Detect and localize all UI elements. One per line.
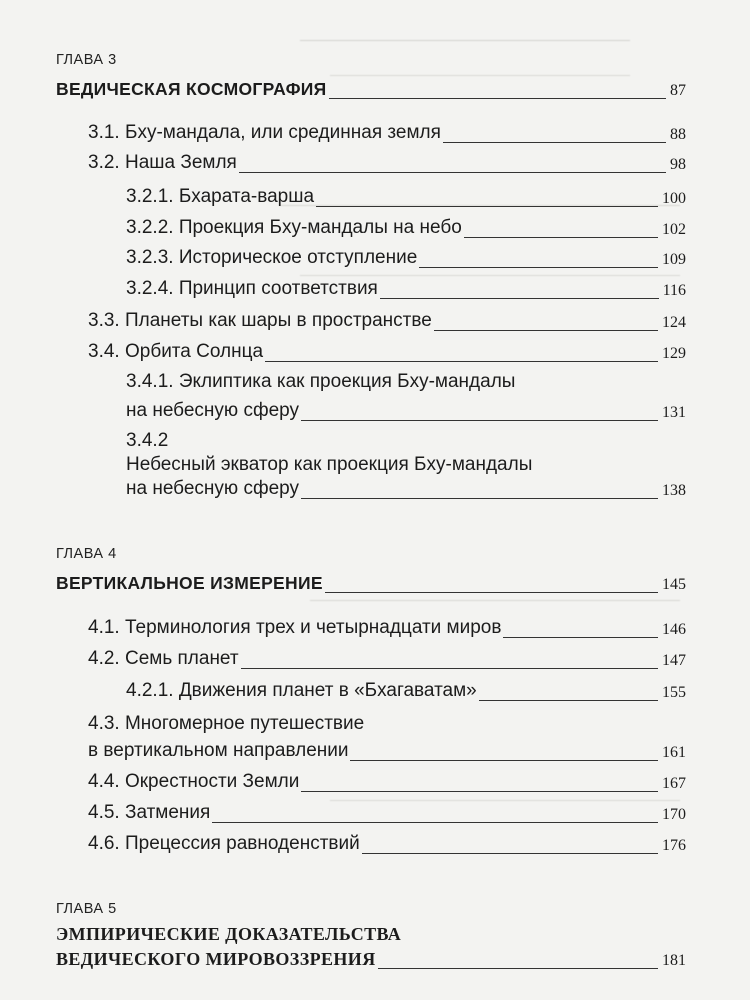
page-number: 176 bbox=[662, 837, 686, 854]
toc-entry[interactable] bbox=[0, 798, 750, 826]
page-number: 146 bbox=[662, 621, 686, 638]
leader-line bbox=[325, 592, 658, 593]
toc-entry[interactable] bbox=[0, 118, 750, 146]
chapter-label: ГЛАВА 4 bbox=[56, 546, 117, 562]
page-number: 88 bbox=[670, 126, 686, 143]
leader-line bbox=[301, 420, 658, 421]
leader-line bbox=[443, 142, 666, 143]
entry-text: на небесную сферу bbox=[126, 478, 299, 499]
page-number: 87 bbox=[670, 82, 686, 99]
toc-entry[interactable] bbox=[0, 676, 750, 704]
leader-line bbox=[316, 206, 658, 207]
page-number: 167 bbox=[662, 775, 686, 792]
leader-line bbox=[362, 853, 658, 854]
entry-text-line: 3.4.1. Эклиптика как проекция Бху-мандалы bbox=[126, 371, 516, 392]
chapter-title-row bbox=[0, 74, 750, 102]
toc-entry[interactable] bbox=[0, 213, 750, 241]
page-number: 124 bbox=[662, 314, 686, 331]
entry-text: в вертикальном направлении bbox=[88, 740, 349, 761]
entry-text: 3.2.3. Историческое отступление bbox=[126, 247, 418, 268]
bleed-through bbox=[300, 40, 630, 41]
chapter-title-line: ЭМПИРИЧЕСКИЕ ДОКАЗАТЕЛЬСТВА bbox=[56, 924, 402, 944]
toc-entry[interactable] bbox=[0, 767, 750, 795]
page-number: 116 bbox=[662, 282, 686, 299]
entry-text: 3.4. Орбита Солнца bbox=[88, 341, 264, 362]
entry-text: 3.2.1. Бхарата-варша bbox=[126, 186, 315, 207]
entry-text: 3.2.4. Принцип соответствия bbox=[126, 278, 378, 299]
toc-entry[interactable] bbox=[0, 396, 750, 424]
entry-text: 4.4. Окрестности Земли bbox=[88, 771, 300, 792]
page-number: 155 bbox=[662, 684, 686, 701]
toc-entry[interactable] bbox=[0, 644, 750, 672]
leader-line bbox=[265, 361, 658, 362]
page-number: 145 bbox=[662, 576, 686, 593]
leader-line bbox=[350, 760, 658, 761]
toc-entry[interactable] bbox=[0, 474, 750, 502]
entry-text: 4.2. Семь планет bbox=[88, 648, 239, 669]
entry-text-line: Небесный экватор как проекция Бху-мандалы bbox=[126, 454, 533, 475]
toc-entry[interactable] bbox=[0, 829, 750, 857]
entry-text: 4.6. Прецессия равноденствий bbox=[88, 833, 360, 854]
entry-text: 4.2.1. Движения планет в «Бхагаватам» bbox=[126, 680, 477, 701]
page-number: 109 bbox=[662, 251, 686, 268]
bleed-through bbox=[310, 600, 680, 601]
entry-text: 3.2.2. Проекция Бху-мандалы на небо bbox=[126, 217, 462, 238]
chapter-title: ВЕДИЧЕСКОГО МИРОВОЗЗРЕНИЯ bbox=[56, 949, 376, 969]
page-number: 102 bbox=[662, 221, 686, 238]
leader-line bbox=[241, 668, 658, 669]
leader-line bbox=[301, 791, 658, 792]
chapter-title: ВЕДИЧЕСКАЯ КОСМОГРАФИЯ bbox=[56, 79, 327, 99]
page-number: 138 bbox=[662, 482, 686, 499]
leader-line bbox=[380, 298, 659, 299]
leader-line bbox=[301, 498, 658, 499]
toc-entry[interactable] bbox=[0, 243, 750, 271]
toc-entry[interactable] bbox=[0, 736, 750, 764]
leader-line bbox=[464, 237, 658, 238]
entry-text: 3.1. Бху-мандала, или срединная земля bbox=[88, 122, 441, 143]
page-number: 129 bbox=[662, 345, 686, 362]
leader-line bbox=[378, 968, 658, 969]
toc-entry[interactable] bbox=[0, 182, 750, 210]
chapter-title-row bbox=[0, 944, 750, 972]
chapter-title: ВЕРТИКАЛЬНОЕ ИЗМЕРЕНИЕ bbox=[56, 573, 323, 593]
toc-entry[interactable] bbox=[0, 148, 750, 176]
entry-text-line: 4.3. Многомерное путешествие bbox=[88, 713, 365, 734]
page-number: 181 bbox=[662, 952, 686, 969]
chapter-label: ГЛАВА 3 bbox=[56, 52, 117, 68]
entry-text: 4.1. Терминология трех и четырнадцати миров bbox=[88, 617, 502, 638]
toc-entry[interactable] bbox=[0, 306, 750, 334]
page-number: 170 bbox=[662, 806, 686, 823]
toc-entry[interactable] bbox=[0, 613, 750, 641]
leader-line bbox=[479, 700, 658, 701]
leader-line bbox=[239, 172, 666, 173]
entry-text: на небесную сферу bbox=[126, 400, 299, 421]
page-number: 161 bbox=[662, 744, 686, 761]
leader-line bbox=[419, 267, 658, 268]
toc-entry[interactable] bbox=[0, 274, 750, 302]
page-number: 147 bbox=[662, 652, 686, 669]
page-number: 98 bbox=[670, 156, 686, 173]
leader-line bbox=[434, 330, 658, 331]
entry-text: 3.2. Наша Земля bbox=[88, 152, 237, 173]
entry-number: 3.4.2 bbox=[126, 430, 169, 451]
leader-line bbox=[503, 637, 658, 638]
toc-entry[interactable] bbox=[0, 337, 750, 365]
entry-text: 3.3. Планеты как шары в пространстве bbox=[88, 310, 432, 331]
page-number: 131 bbox=[662, 404, 686, 421]
chapter-label: ГЛАВА 5 bbox=[56, 901, 117, 917]
leader-line bbox=[212, 822, 658, 823]
chapter-title-row bbox=[0, 568, 750, 596]
leader-line bbox=[329, 98, 666, 99]
page-number: 100 bbox=[662, 190, 686, 207]
entry-text: 4.5. Затмения bbox=[88, 802, 211, 823]
